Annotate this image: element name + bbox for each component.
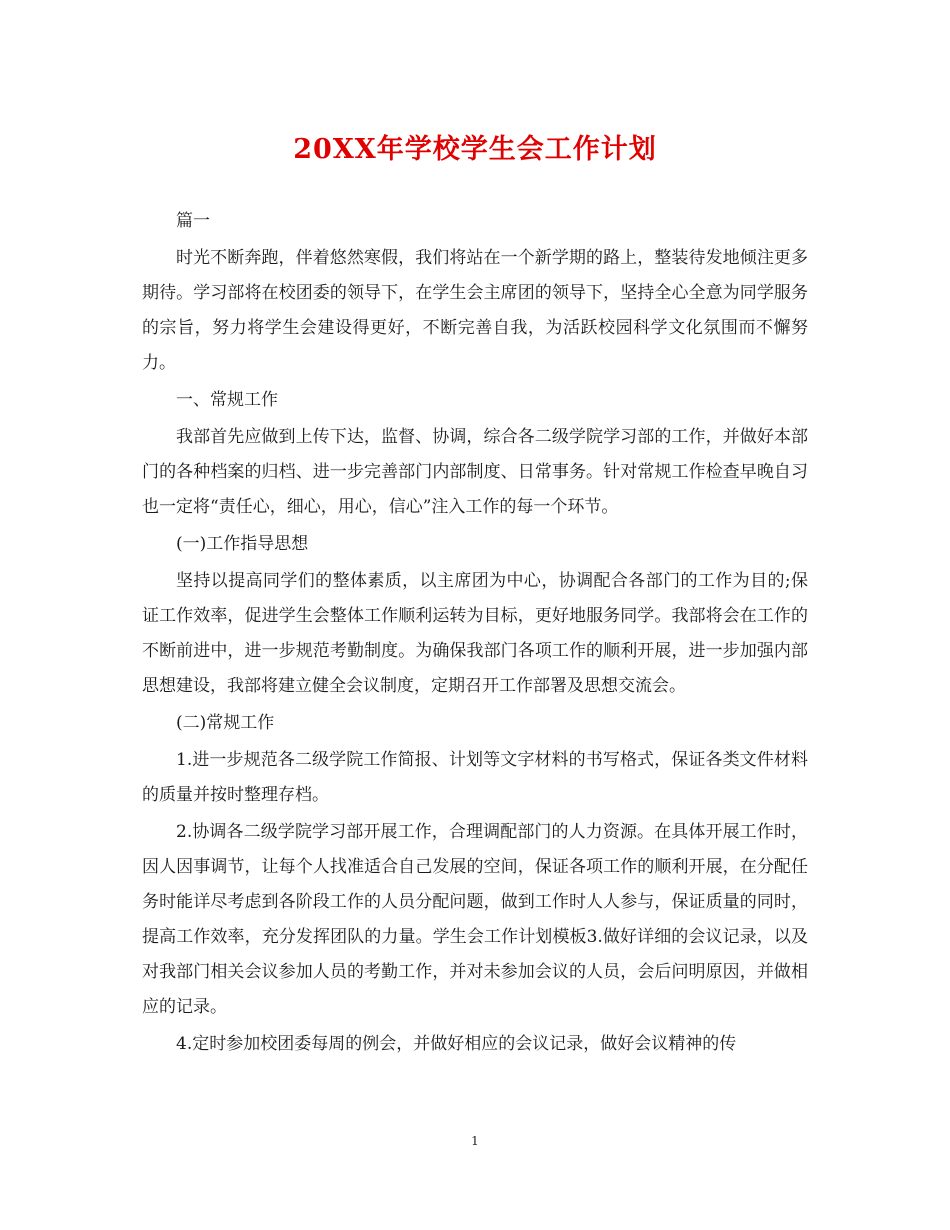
paragraph-heading-routine-work: 一、常规工作 (176, 390, 278, 410)
document-body (142, 204, 808, 1064)
page-number: 1 (471, 1134, 479, 1148)
paragraph-heading-guiding-idea: (一)工作指导思想 (176, 534, 309, 554)
paragraph-routine-work-body: 我部首先应做到上传下达，监督、协调，综合各二级学院学习部的工作，并做好本部门的各种档案的归档、进一步完善部门内部制度、日常事务。针对常规工作检查早晚自习也一定将“责任心，细心，用心，信心”注入工作的每一个环节。 (142, 427, 808, 517)
paragraph-item-1: 1.进一步规范各二级学院工作简报、计划等文字材料的书写格式，保证各类文件材料的质量并按时整理存档。 (142, 750, 808, 805)
paragraph-section-label: 篇一 (176, 211, 210, 231)
paragraph-item-4: 4.定时参加校团委每周的例会，并做好相应的会议记录，做好会议精神的传 (176, 1034, 737, 1054)
document-title: 20XX年学校学生会工作计划 (293, 134, 657, 165)
paragraph-guiding-idea-body: 坚持以提高同学们的整体素质，以主席团为中心，协调配合各部门的工作为目的;保证工作效率，促进学生会整体工作顺利运转为目标，更好地服务同学。我部将会在工作的不断前进中，进一步规范考勤制度。为确保我部门各项工作的顺利开展，进一步加强内部思想建设，我部将建立健全会议制度，定期召开工作部署及思想交流会。 (142, 571, 808, 696)
paragraph-intro: 时光不断奔跑，伴着悠然寒假，我们将站在一个新学期的路上，整装待发地倾注更多期待。学习部将在校团委的领导下，在学生会主席团的领导下，坚持全心全意为同学服务的宗旨，努力将学生会建设得更好，不断完善自我，为活跃校园科学文化氛围而不懈努力。 (142, 248, 808, 373)
paragraph-item-2: 2.协调各二级学院学习部开展工作，合理调配部门的人力资源。在具体开展工作时，因人因事调节，让每个人找准适合自己发展的空间，保证各项工作的顺利开展，在分配任务时能详尽考虑到各阶段工作的人员分配问题，做到工作时人人参与，保证质量的同时，提高工作效率，充分发挥团队的力量。学生会工作计划模板3.做好详细的会议记录，以及对我部门相关会议参加人员的考勤工作，并对未参加会议的人员，会后问明原因，并做相应的记录。 (142, 822, 808, 1017)
paragraph-heading-routine-tasks: (二)常规工作 (176, 713, 275, 733)
